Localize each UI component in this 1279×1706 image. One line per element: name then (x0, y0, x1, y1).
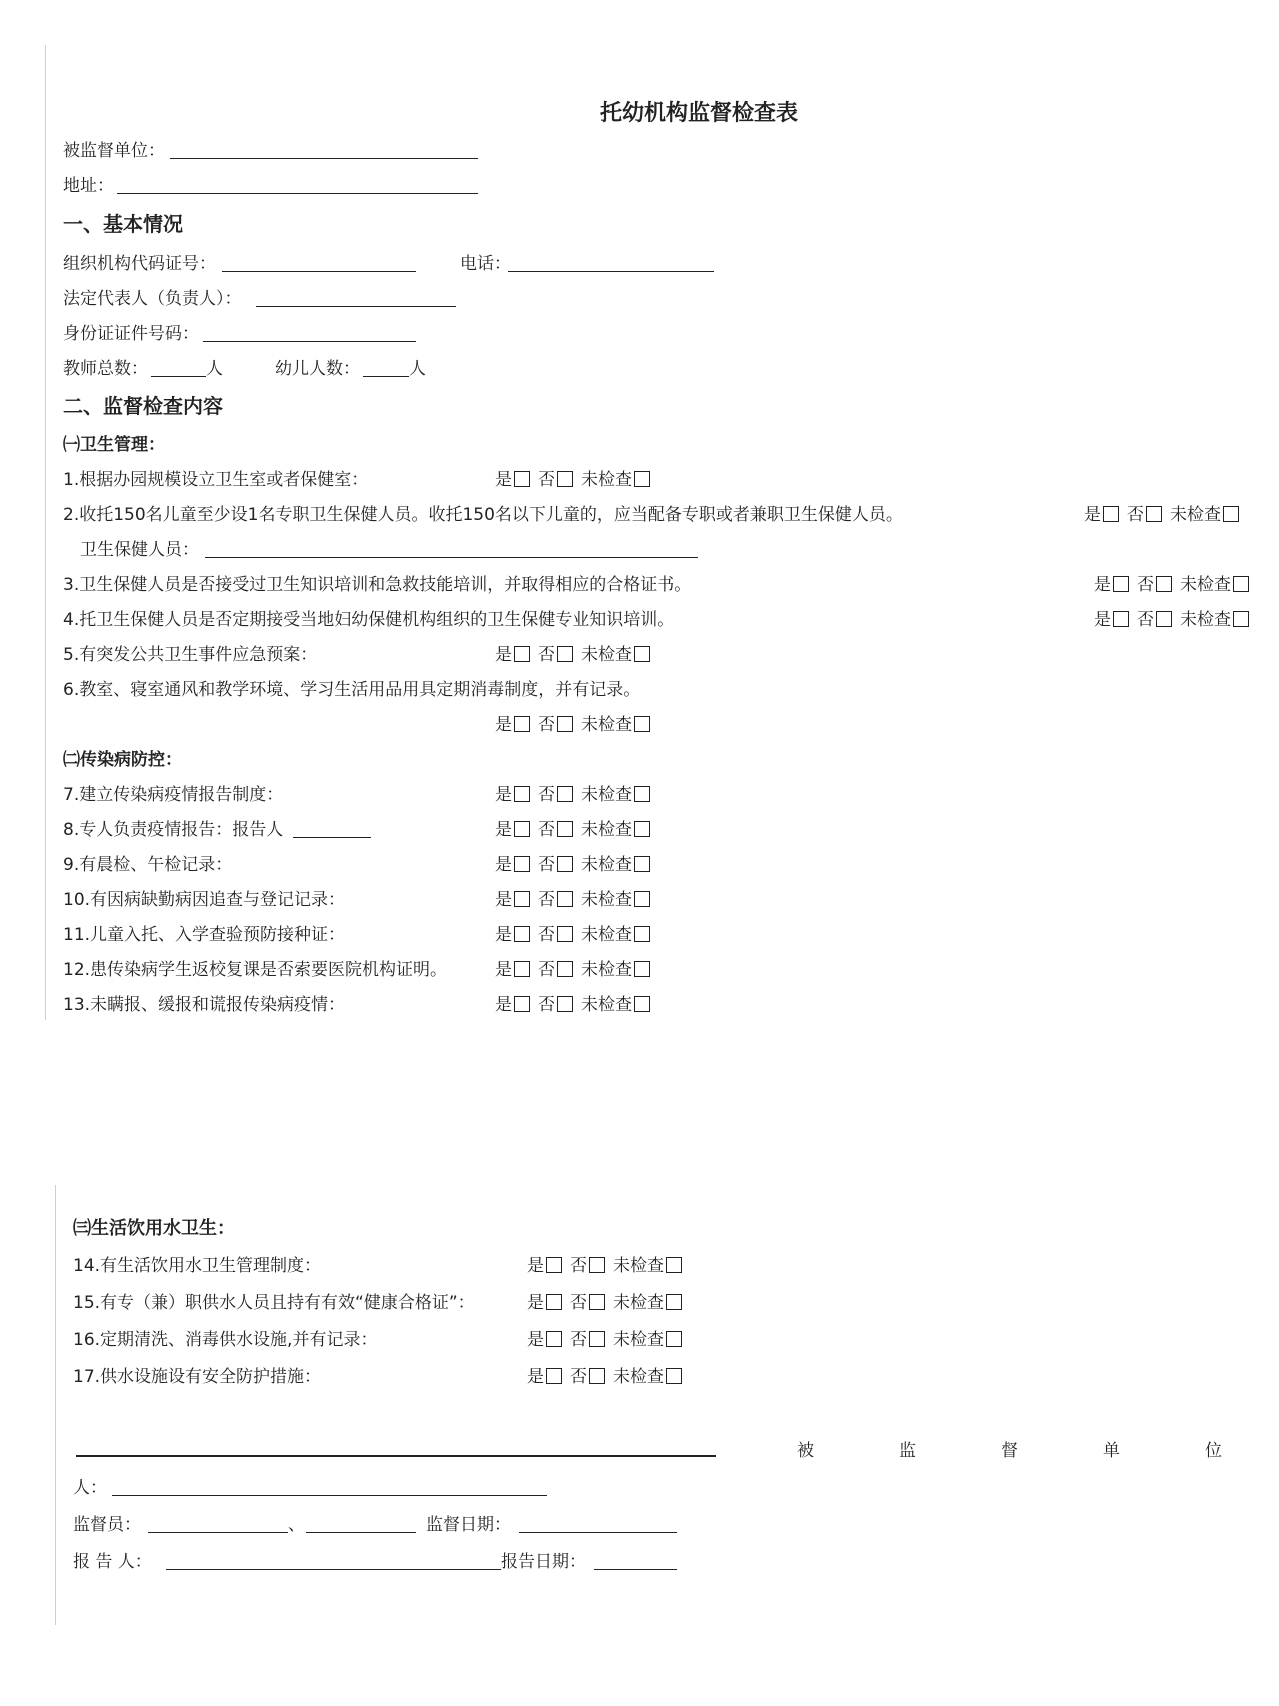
address-field[interactable] (117, 193, 478, 194)
no-checkbox[interactable] (589, 1331, 605, 1347)
item-3-options: 是 否 未检查 (1094, 574, 1257, 596)
yes-checkbox[interactable] (514, 926, 530, 942)
teachers-unit: 人 (206, 359, 223, 379)
unchecked-checkbox[interactable] (634, 961, 650, 977)
teachers-label: 教师总数： (63, 359, 148, 379)
item-11: 11.儿童入托、入学查验预防接种证： (63, 925, 346, 945)
yes-checkbox[interactable] (546, 1331, 562, 1347)
item-5-options: 是 否 未检查 (495, 644, 658, 666)
inspection-date-field[interactable] (519, 1532, 677, 1533)
inspector-field-2[interactable] (306, 1532, 416, 1533)
item-9: 9.有晨检、午检记录： (63, 855, 233, 875)
no-checkbox[interactable] (1146, 506, 1162, 522)
yes-checkbox[interactable] (546, 1368, 562, 1384)
unchecked-checkbox[interactable] (666, 1294, 682, 1310)
no-checkbox[interactable] (1156, 576, 1172, 592)
left-margin-line-top (45, 45, 46, 1020)
yes-checkbox[interactable] (514, 646, 530, 662)
yes-checkbox[interactable] (514, 891, 530, 907)
item-8-reporter-field[interactable] (293, 837, 371, 838)
item-14-options: 是 否 未检查 (527, 1255, 690, 1277)
org-code-label: 组织机构代码证号： (63, 254, 216, 274)
item-13: 13.未瞒报、缓报和谎报传染病疫情： (63, 995, 346, 1015)
spaced-char-5: 位 (1205, 1441, 1222, 1461)
address-label: 地址： (63, 176, 114, 196)
item-7: 7.建立传染病疫情报告制度： (63, 785, 284, 805)
yes-checkbox[interactable] (514, 716, 530, 732)
no-checkbox[interactable] (557, 471, 573, 487)
item-17-options: 是 否 未检查 (527, 1366, 690, 1388)
report-date-field[interactable] (594, 1569, 677, 1570)
yes-checkbox[interactable] (514, 996, 530, 1012)
reporter-field[interactable] (166, 1569, 501, 1570)
inspector-field-1[interactable] (148, 1532, 288, 1533)
person-field[interactable] (112, 1495, 547, 1496)
spaced-char-2: 监 (899, 1441, 916, 1461)
item-14: 14.有生活饮用水卫生管理制度： (73, 1256, 322, 1276)
unchecked-checkbox[interactable] (634, 996, 650, 1012)
item-10: 10.有因病缺勤病因追查与登记记录： (63, 890, 346, 910)
supervised-unit-field[interactable] (170, 158, 478, 159)
spaced-char-3: 督 (1001, 1441, 1018, 1461)
item-7-options: 是 否 未检查 (495, 784, 658, 806)
legal-rep-label: 法定代表人（负责人）： (63, 289, 242, 309)
item-12-options: 是 否 未检查 (495, 959, 658, 981)
unchecked-checkbox[interactable] (1233, 576, 1249, 592)
item-1-options: 是 否 未检查 (495, 469, 658, 491)
item-2: 2.收托150名儿童至少设1名专职卫生保健人员。收托150名以下儿童的，应当配备专职或者兼职卫生保健人员。 (63, 505, 903, 525)
no-checkbox[interactable] (589, 1257, 605, 1273)
unchecked-checkbox[interactable] (634, 716, 650, 732)
item-2-staff-label: 卫生保健人员： (80, 540, 199, 560)
unchecked-checkbox[interactable] (1233, 611, 1249, 627)
item-3: 3.卫生保健人员是否接受过卫生知识培训和急救技能培训，并取得相应的合格证书。 (63, 575, 692, 595)
supervised-unit-label: 被监督单位： (63, 141, 165, 161)
no-checkbox[interactable] (1156, 611, 1172, 627)
no-checkbox[interactable] (557, 821, 573, 837)
yes-checkbox[interactable] (546, 1294, 562, 1310)
unchecked-checkbox[interactable] (666, 1368, 682, 1384)
children-field[interactable] (363, 376, 409, 377)
item-8: 8.专人负责疫情报告：报告人 (63, 820, 284, 840)
inspection-date-label: 监督日期： (426, 1515, 511, 1535)
yes-checkbox[interactable] (1113, 611, 1129, 627)
item-15: 15.有专（兼）职供水人员且持有有效“健康合格证”： (73, 1293, 475, 1313)
phone-field[interactable] (508, 271, 714, 272)
unchecked-checkbox[interactable] (634, 646, 650, 662)
subsection-water-hygiene: ㈢生活饮用水卫生： (73, 1218, 235, 1239)
left-margin-line-bottom (55, 1185, 56, 1625)
spaced-char-1: 被 (797, 1441, 814, 1461)
unchecked-checkbox[interactable] (634, 926, 650, 942)
item-1: 1.根据办园规模设立卫生室或者保健室： (63, 470, 369, 490)
signature-line[interactable] (76, 1455, 716, 1457)
inspector-label: 监督员： (73, 1515, 141, 1535)
subsection-health-management: ㈠卫生管理： (63, 435, 165, 455)
unchecked-checkbox[interactable] (634, 471, 650, 487)
yes-checkbox[interactable] (514, 856, 530, 872)
item-15-options: 是 否 未检查 (527, 1292, 690, 1314)
legal-rep-field[interactable] (256, 306, 456, 307)
unchecked-checkbox[interactable] (1223, 506, 1239, 522)
yes-checkbox[interactable] (514, 786, 530, 802)
item-9-options: 是 否 未检查 (495, 854, 658, 876)
item-4: 4.托卫生保健人员是否定期接受当地妇幼保健机构组织的卫生保健专业知识培训。 (63, 610, 675, 630)
item-2-options: 是 否 未检查 (1084, 504, 1247, 526)
no-checkbox[interactable] (557, 786, 573, 802)
no-checkbox[interactable] (557, 926, 573, 942)
unchecked-checkbox[interactable] (634, 821, 650, 837)
spaced-char-4: 单 (1103, 1441, 1120, 1461)
subsection-disease-control: ㈡传染病防控： (63, 750, 182, 770)
yes-checkbox[interactable] (514, 961, 530, 977)
page-title: 托幼机构监督检查表 (600, 101, 799, 126)
item-2-staff-field[interactable] (205, 557, 698, 558)
item-13-options: 是 否 未检查 (495, 994, 658, 1016)
item-12: 12.患传染病学生返校复课是否索要医院机构证明。 (63, 960, 448, 980)
yes-checkbox[interactable] (546, 1257, 562, 1273)
no-checkbox[interactable] (557, 856, 573, 872)
section2-heading: 二、监督检查内容 (63, 394, 223, 418)
no-checkbox[interactable] (557, 646, 573, 662)
item-8-options: 是 否 未检查 (495, 819, 658, 841)
reporter-label: 报 告 人： (73, 1552, 152, 1572)
no-checkbox[interactable] (557, 891, 573, 907)
children-label: 幼儿人数： (275, 359, 360, 379)
unchecked-checkbox[interactable] (634, 786, 650, 802)
unchecked-checkbox[interactable] (666, 1257, 682, 1273)
no-checkbox[interactable] (589, 1368, 605, 1384)
item-16-options: 是 否 未检查 (527, 1329, 690, 1351)
item-6: 6.教室、寝室通风和教学环境、学习生活用品用具定期消毒制度，并有记录。 (63, 680, 641, 700)
report-date-label: 报告日期： (501, 1552, 586, 1572)
item-17: 17.供水设施设有安全防护措施： (73, 1367, 322, 1387)
yes-checkbox[interactable] (514, 471, 530, 487)
no-checkbox[interactable] (589, 1294, 605, 1310)
item-6-options: 是 否 未检查 (495, 714, 658, 736)
teachers-field[interactable] (151, 376, 206, 377)
no-checkbox[interactable] (557, 996, 573, 1012)
unchecked-checkbox[interactable] (634, 856, 650, 872)
item-16: 16.定期清洗、消毒供水设施,并有记录： (73, 1330, 378, 1350)
person-label: 人： (73, 1478, 107, 1498)
phone-label: 电话： (460, 254, 511, 274)
id-number-label: 身份证证件号码： (63, 324, 199, 344)
section1-heading: 一、基本情况 (63, 212, 183, 236)
unchecked-checkbox[interactable] (634, 891, 650, 907)
org-code-field[interactable] (222, 271, 416, 272)
inspector-separator: 、 (288, 1515, 305, 1535)
item-10-options: 是 否 未检查 (495, 889, 658, 911)
unchecked-checkbox[interactable] (666, 1331, 682, 1347)
id-number-field[interactable] (203, 341, 416, 342)
no-checkbox[interactable] (557, 716, 573, 732)
item-5: 5.有突发公共卫生事件应急预案： (63, 645, 318, 665)
yes-checkbox[interactable] (514, 821, 530, 837)
no-checkbox[interactable] (557, 961, 573, 977)
yes-checkbox[interactable] (1103, 506, 1119, 522)
item-11-options: 是 否 未检查 (495, 924, 658, 946)
children-unit: 人 (409, 359, 426, 379)
yes-checkbox[interactable] (1113, 576, 1129, 592)
item-4-options: 是 否 未检查 (1094, 609, 1257, 631)
